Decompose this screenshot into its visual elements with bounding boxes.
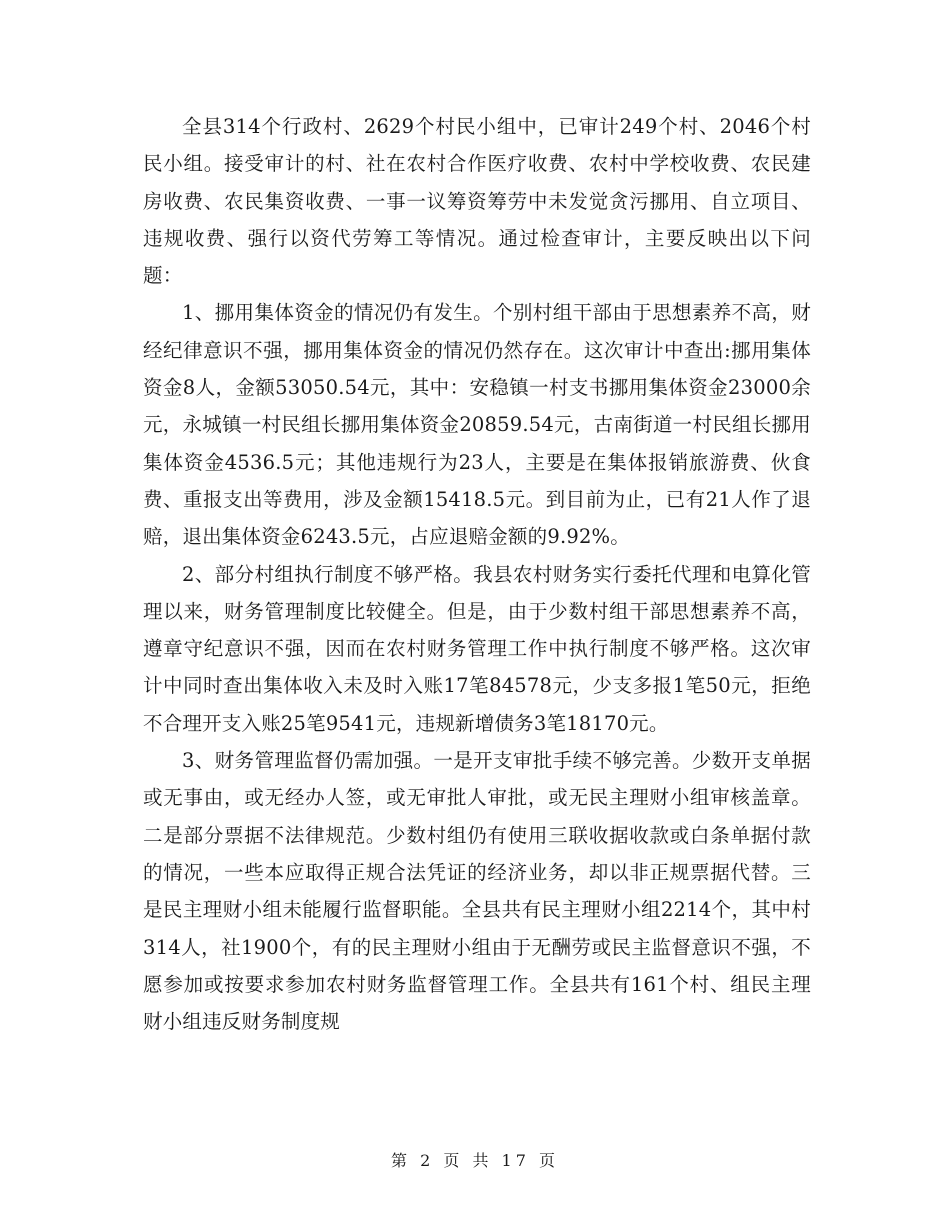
paragraph-issue-3: 3、财务管理监督仍需加强。一是开支审批手续不够完善。少数开支单据或无事由，或无经办人签，或无审批人审批，或无民主理财小组审核盖章。二是部分票据不法律规范。少数村组仍有使用三联收据收款或白条单据付款的情况，一些本应取得正规合法凭证的经济业务，却以非正规票据代替。三是民主理财小组未能履行监督职能。全县共有民主理财小组2214个，其中村314人，社1900个，有的民主理财小组由于无酬劳或民主监督意识不强，不愿参加或按要求参加农村财务监督管理工作。全县共有161个村、组民主理财小组违反财务制度规 (143, 749, 811, 1034)
paragraph-issue-2: 2、部分村组执行制度不够严格。我县农村财务实行委托代理和电算化管理以来，财务管理制度比较健全。但是，由于少数村组干部思想素养不高，遵章守纪意识不强，因而在农村财务管理工作中执行制度不够严格。这次审计中同时查出集体收入未及时入账17笔84578元，少支多报1笔50元，拒绝不合理开支入账25笔9541元，违规新增债务3笔18170元。 (143, 562, 811, 735)
paragraph-issue-1: 1、挪用集体资金的情况仍有发生。个别村组干部由于思想素养不高，财经纪律意识不强，挪用集体资金的情况仍然存在。这次审计中查出:挪用集体资金8人，金额53050.54元，其中：安稳镇一村支书挪用集体资金23000余元，永城镇一村民组长挪用集体资金20859.54元，古南街道一村民组长挪用集体资金4536.5元；其他违规行为23人，主要是在集体报销旅游费、伙食费、重报支出等费用，涉及金额15418.5元。到目前为止，已有21人作了退赔，退出集体资金6243.5元，占应退赔金额的9.92%。 (143, 301, 811, 549)
paragraph-intro: 全县314个行政村、2629个村民小组中，已审计249个村、2046个村民小组。接受审计的村、社在农村合作医疗收费、农村中学校收费、农民建房收费、农民集资收费、一事一议筹资筹劳中未发觉贪污挪用、自立项目、违规收费、强行以资代劳筹工等情况。通过检查审计，主要反映出以下问题： (143, 115, 811, 288)
document-body (143, 108, 811, 1040)
page-footer: 第 2 页 共 17 页 (391, 1151, 559, 1170)
